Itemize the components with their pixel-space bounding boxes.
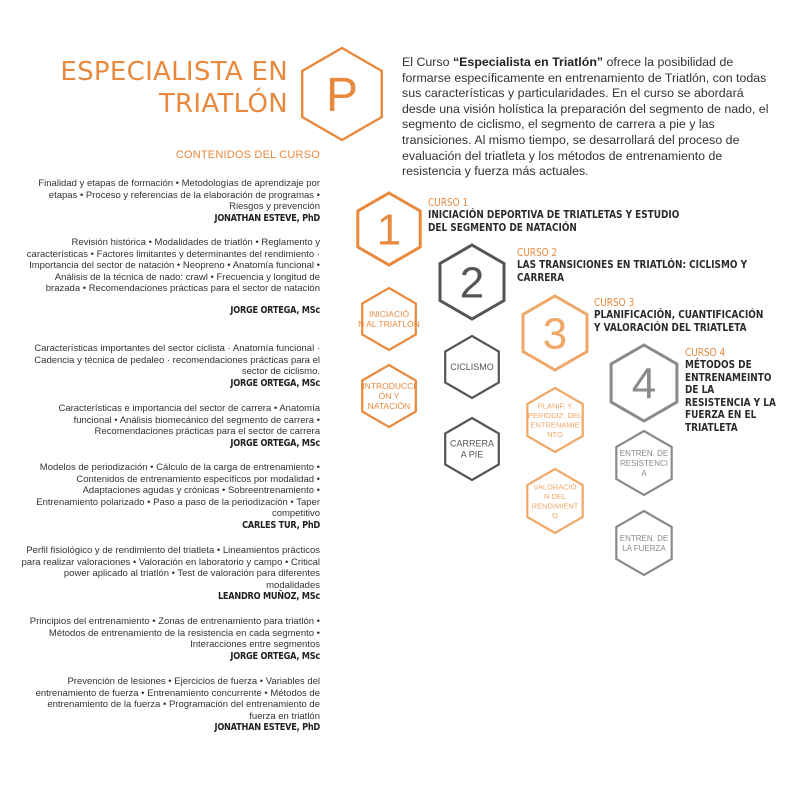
course-1-number: CURSO 1 [428,197,469,209]
course-1-hexagon [358,193,420,265]
course-4-sub-1-hexagon-text: RESISTENCI [619,458,669,468]
module-8-author: JONATHAN ESTEVE, PhD [214,722,320,734]
module-1-author: JONATHAN ESTEVE, PhD [214,212,320,224]
course-1-hexagon-shape [358,193,420,265]
page-title [60,56,288,120]
course-2-sub-2-hexagon-text: A PIE [460,449,484,460]
course-3-hexagon [523,296,587,370]
course-1-sub-1-hexagon-text: N AL TRIATLÓN [358,318,420,329]
intro-body: ofrece la posibilidad de formarse específicamente en entrenamiento de Triatlón, con todas sus características y particularidades. En el curso se abordará desde una visión holística la preparación del segmento de nado, el segmento de ciclismo, el segmento de carrera a pie y las transiciones. Al mismo tiempo, se desarrollará del proceso de evaluación del triatleta y los métodos de entrenamiento de resistencia y fuerza más actuales. [402,55,769,179]
course-2-sub-1-hexagon [445,336,499,398]
module-4 [20,403,320,449]
course-4-sub-1-hexagon-text: ENTREN. DE [619,448,669,458]
course-4-sub-2-hexagon-shape [616,511,671,575]
course-3-hexagon-text: 3 [542,309,568,359]
course-4-label [685,347,779,434]
course-4-hexagon-shape [611,345,677,421]
contents-heading: CONTENIDOS DEL CURSO [175,149,320,161]
intro-paragraph [402,55,774,180]
module-5-text: Modelos de periodización • Cálculo de la carga de entrenamiento • Contenidos de entrenamiento específicos por modalidad • Adaptaciones agudas y crónicas • Sobreentrenamiento • Entrenamiento polarizado • Paso a paso de la periodización • Taper competitivo [36,462,320,520]
course-4-sub-1-hexagon [616,431,671,495]
module-7-author: JORGE ORTEGA, MSc [230,650,320,662]
title-badge-shape [302,48,382,140]
course-3-sub-1-hexagon-text: NTO [547,429,563,439]
module-1-text: Finalidad y etapas de formación • Metodologías de aprendizaje por etapas • Proceso y referencias de la elaboración de programas • Riesgos y prevención [38,178,320,213]
course-2-sub-2-hexagon [445,418,499,480]
course-2-hexagon-shape [440,245,504,319]
course-4-sub-1-hexagon-shape [616,431,671,495]
course-3-sub-2-hexagon-text: N DEL [543,491,567,501]
module-2-text: Revisión histórica • Modalidades de triatlón • Reglamento y características • Factores limitantes y determinantes del rendimiento · Importancia del sector de natación • Neopreno • Anatomía funcional • Análisis de la técnica de nado: crawl • Frecuencia y longitud de brazada • Recomendaciones prácticas para el sector de natación [26,237,320,295]
module-8 [20,676,320,734]
module-5-author: CARLES TUR, PhD [242,519,320,531]
title-badge-text: P [325,68,359,122]
course-2-number: CURSO 2 [517,247,558,259]
module-7-text: Principios del entrenamiento • Zonas de entrenamiento para triatlón • Métodos de entrenamiento de la resistencia en cada segmento • Interacciones entre segmentos [29,616,320,651]
course-1-sub-2-hexagon-text: ÓN Y [378,390,400,401]
course-3-hexagon-shape [523,296,587,370]
course-4-number: CURSO 4 [685,347,726,359]
course-1-label [428,197,683,234]
course-3-title: PLANIFICACIÓN, CUANTIFICACIÓN Y VALORACIÓN DEL TRIATLETA [594,309,764,334]
module-3 [20,343,320,389]
module-8-text: Prevención de lesiones • Ejercicios de fuerza • Variables del entrenamiento de fuerza • Entrenamiento concurrente • Métodos de entrenamiento de la fuerza • Programación del entrenamiento de fuerza en triatlón [35,676,320,722]
module-1 [20,178,320,224]
module-3-text: Características importantes del sector ciclista · Anatomía funcional · Cadencia y técnica de pedaleo · recomendaciones prácticas para el sector de ciclismo. [34,343,320,378]
course-1-hexagon-text: 1 [376,205,402,255]
course-3-sub-1-hexagon-text: PERIODIZ. DEL [527,410,583,420]
title-line-1: ESPECIALISTA EN [60,57,288,87]
course-4-sub-2-hexagon [616,511,671,575]
course-2-sub-1-hexagon-shape [445,336,499,398]
module-5 [20,462,320,532]
course-1-title: INICIACIÓN DEPORTIVA DE TRIATLETAS Y ESTUDIO DEL SEGMENTO DE NATACIÓN [428,209,680,234]
module-4-text: Características e importancia del sector de carrera • Anatomía funcional • Análisis biomecánico del segmento de carrera • Recomendaciones prácticas para el sector de carrera [58,403,320,438]
course-1-sub-2-hexagon-shape [362,365,416,427]
course-3-sub-2-hexagon-shape [527,469,582,533]
course-3-sub-2-hexagon [527,469,582,533]
course-2-label [517,247,764,284]
course-1-sub-1-hexagon-shape [362,288,416,350]
course-2-hexagon [440,245,504,319]
course-4-sub-2-hexagon-text: LA FUERZA [622,543,666,553]
course-4-title: MÉTODOS DE ENTRENAMEINTO DE LA RESISTENCIA Y LA FUERZA EN EL TRIATLETA [685,359,776,434]
course-2-hexagon-text: 2 [459,258,485,308]
course-2-sub-2-hexagon-text: CARRERA [449,438,495,449]
course-2-sub-1-hexagon-text: CICLISMO [450,362,494,373]
course-3-sub-2-hexagon-text: VALORACIÓ [533,482,577,492]
course-3-sub-1-hexagon-text: ENTRENAMIE [530,420,580,430]
course-1-sub-2-hexagon-text: INTRODUCCI [362,380,416,391]
course-3-sub-2-hexagon-text: RENDIMIENT [531,501,579,511]
course-4-sub-1-hexagon-text: A [641,468,647,478]
course-1-sub-2-hexagon-text: NATACIÓN [367,400,411,411]
course-3-sub-1-hexagon [527,388,582,452]
course-3-label [594,297,764,334]
module-2 [20,237,320,317]
course-1-sub-1-hexagon-text: INICIACIÓ [368,308,410,319]
title-line-2: TRIATLÓN [158,89,288,119]
course-4-hexagon-text: 4 [631,359,657,409]
module-6-text: Perfil fisiológico y de rendimiento del triatleta • Lineamientos prácticos para realizar valoraciones • Valoración en laboratorio y campo • Critical power aplicado al triatlón • Test de valoración para diferentes modalidades [21,545,320,591]
module-3-author: JORGE ORTEGA, MSc [230,377,320,389]
title-badge [302,48,382,140]
module-6 [20,545,320,603]
course-2-title: LAS TRANSICIONES EN TRIATLÓN: CICLISMO Y CARRERA [517,259,748,284]
course-1-sub-1-hexagon [358,288,420,350]
course-3-sub-1-hexagon-shape [527,388,582,452]
course-4-hexagon [611,345,677,421]
module-6-author: LEANDRO MUÑOZ, MSc [217,591,320,603]
course-3-sub-2-hexagon-text: O [552,510,558,520]
module-4-author: JORGE ORTEGA, MSc [230,437,320,449]
module-2-author: JORGE ORTEGA, MSc [230,304,320,316]
course-4-sub-2-hexagon-text: ENTREN. DE [619,533,669,543]
course-2-sub-2-hexagon-shape [445,418,499,480]
course-1-sub-2-hexagon [362,365,416,427]
course-3-number: CURSO 3 [594,297,635,309]
intro-pre: El Curso [402,55,453,69]
module-7 [20,616,320,662]
intro-course-name: “Especialista en Triatlón” [452,55,604,69]
course-3-sub-1-hexagon-text: PLANIF. Y [537,401,573,411]
